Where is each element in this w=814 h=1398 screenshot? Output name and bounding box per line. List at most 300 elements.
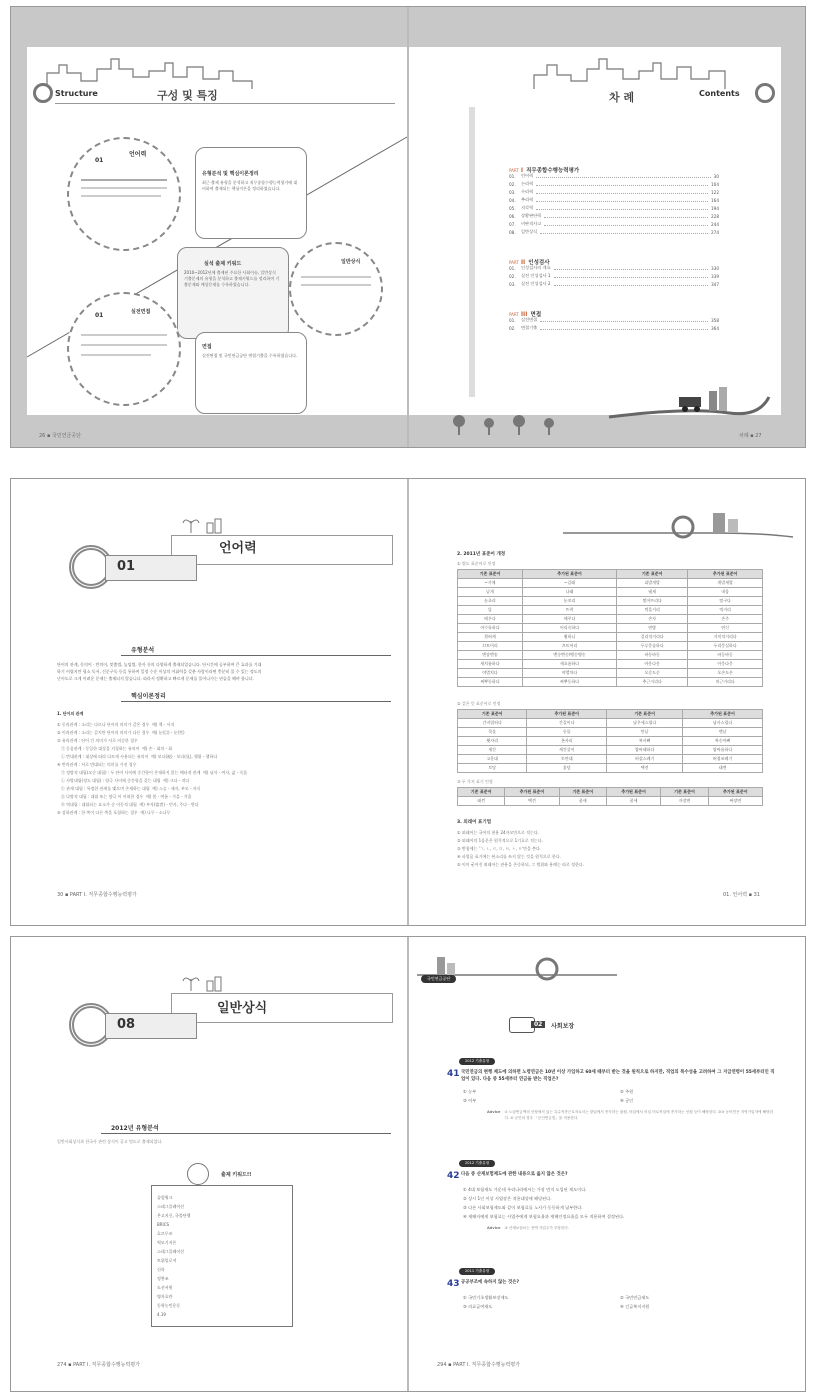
table-cell: 어수룩하다 bbox=[458, 624, 523, 633]
question-options bbox=[463, 1185, 777, 1221]
table-cell: 남사스럽다 bbox=[683, 719, 763, 728]
table-cell: 바동바동 bbox=[617, 651, 688, 660]
question-text-row bbox=[447, 1069, 777, 1083]
feature-title-1: 유형분석 및 핵심이론정리 bbox=[202, 171, 259, 177]
table-header-cell: 추가된 표준어 bbox=[688, 570, 763, 579]
toc-item-page: 164 bbox=[711, 198, 719, 203]
toc-item-num: 06. bbox=[509, 214, 516, 219]
page-footer-30: 30 ▪ PART Ⅰ. 직무종합수행능력평가 bbox=[57, 892, 137, 898]
table-header-cell: 기존 표준어 bbox=[617, 570, 688, 579]
section-heading-loanword: 3. 외래어 표기법 bbox=[457, 820, 492, 825]
table-row bbox=[458, 669, 763, 678]
table-cell: 택견 bbox=[607, 764, 683, 773]
table-cell: 오손도손 bbox=[688, 669, 763, 678]
table-cell: 찌뿌둥하다 bbox=[522, 678, 616, 687]
question-year-badge: 2012 기출유형 bbox=[459, 1160, 495, 1167]
toc-item[interactable] bbox=[509, 279, 719, 287]
toc-item[interactable] bbox=[509, 187, 719, 195]
toc-item-page: 104 bbox=[711, 182, 719, 187]
table-row bbox=[458, 678, 763, 687]
keyword-item: 트위밀로져 bbox=[157, 1258, 177, 1263]
table-cell: 먹거리 bbox=[688, 606, 763, 615]
table-cell: 메우다 bbox=[458, 615, 523, 624]
section-rule-2 bbox=[121, 701, 391, 702]
table-header-cell: 추가된 표준어 bbox=[708, 788, 762, 797]
page-31 bbox=[413, 479, 793, 925]
table-of-contents bbox=[509, 157, 719, 331]
chapter-title: 언어력 bbox=[219, 541, 257, 556]
keyword-item: BRICS bbox=[157, 1222, 170, 1227]
section-body-2012: 일반사회상식과 한국사 관련 상식이 골고 범도로 출제되었다. bbox=[57, 1139, 163, 1144]
table-row bbox=[458, 746, 763, 755]
table-row bbox=[458, 737, 763, 746]
table-cell: 휭하니 bbox=[522, 633, 616, 642]
toc-leader bbox=[554, 277, 708, 278]
question-options bbox=[463, 1293, 777, 1311]
toc-leader bbox=[540, 329, 708, 330]
table-row bbox=[458, 642, 763, 651]
feature-box-1 bbox=[195, 147, 307, 239]
table-cell: 쌉싸름하다 bbox=[683, 746, 763, 755]
keyword-item: 동학농민운동 bbox=[157, 1303, 181, 1308]
keyword-item: 스태그플레이션 bbox=[157, 1204, 185, 1209]
question-year-badge: 2011 기출유형 bbox=[459, 1268, 495, 1275]
table-row bbox=[458, 728, 763, 737]
target-circle-icon bbox=[33, 83, 53, 103]
table-cell: 태껸 bbox=[458, 797, 505, 806]
toc-item[interactable] bbox=[509, 203, 719, 211]
toc-item-page: 244 bbox=[711, 222, 719, 227]
section-rule bbox=[121, 655, 391, 656]
question-text: 공공부조에 속하지 않는 것은? bbox=[461, 1280, 520, 1285]
toc-part-name: 면접 bbox=[530, 312, 542, 318]
toc-part-num: III bbox=[520, 311, 528, 318]
question-text-row bbox=[447, 1171, 777, 1181]
theory-line: ㉡ 사방대립(정도 대립) : 양극 사이에 중간항을 갖는 대립 예) 크다 - 작다 bbox=[57, 778, 190, 783]
toc-item-page: 122 bbox=[711, 190, 719, 195]
toc-item-page: 228 bbox=[711, 214, 719, 219]
page-274 bbox=[21, 937, 403, 1391]
theory-body bbox=[57, 721, 397, 817]
table-row bbox=[458, 633, 763, 642]
loanword-rule: ③ 받침에는 'ㄱ, ㄴ, ㄹ, ㅁ, ㅂ, ㅅ, ㅇ'만을 쓴다. bbox=[457, 846, 542, 851]
loanword-rule: ② 외래어의 1음운은 원칙적으로 1기호로 적는다. bbox=[457, 838, 543, 843]
header-illustration bbox=[563, 503, 793, 543]
answer-option[interactable]: ③ 다른 사회보험제도와 같이 보험료를 노사가 동등하게 납부한다. bbox=[463, 1205, 583, 1210]
table-cell: 품새 bbox=[559, 797, 606, 806]
skyline-illustration-right bbox=[529, 51, 749, 91]
toc-item-page: 339 bbox=[711, 274, 719, 279]
table-header-cell: 추가된 표준어 bbox=[606, 788, 660, 797]
question-text: 국민연금의 현행 제도에 의하면 노령연금은 10년 이상 가입하고 60세 때부터 받는 것을 원칙으로 하지만, 직업의 특수성을 고려하여 그 지급연령이 55세부터인 직업이 있다. 다음 중 55세부터 연금을 받는 직업은? bbox=[461, 1070, 775, 1082]
analysis-body bbox=[57, 661, 397, 682]
section-heading-2012: 2012년 유형분석 bbox=[111, 1125, 159, 1132]
toc-item-num: 02. bbox=[509, 274, 516, 279]
answer-option[interactable]: ③ 어부 bbox=[463, 1098, 477, 1103]
toc-item-name: 일반상식 bbox=[521, 229, 538, 234]
toc-leader bbox=[536, 201, 708, 202]
keyword-title: 출제 키워드!! bbox=[221, 1172, 252, 1178]
toc-item-num: 01. bbox=[509, 266, 516, 271]
table-row bbox=[458, 719, 763, 728]
table-row bbox=[458, 597, 763, 606]
question-options bbox=[463, 1087, 777, 1105]
table-cell: 어리숙하다 bbox=[522, 624, 616, 633]
toc-item-name: 수리력 bbox=[521, 189, 534, 194]
answer-option[interactable]: ① 4대 보험제도 가운데 우리나라에서는 가장 먼저 도입된 제도이다. bbox=[463, 1187, 587, 1192]
toc-leader bbox=[544, 217, 708, 218]
table-cell: 뜰 bbox=[458, 606, 523, 615]
theory-line: ㉠ 정방적 대립(모순 대립) : 두 단어 사이에 중간항이 존재하지 않는 배타적 관계 예) 남자 - 여자, 삶 - 죽음 bbox=[57, 770, 248, 775]
table-cell: 연방 bbox=[617, 624, 688, 633]
standard-word-table-1 bbox=[457, 569, 763, 687]
table-cell: 찌뿌듯하다 bbox=[458, 678, 523, 687]
table-row bbox=[458, 606, 763, 615]
section-heading-standard: 2. 2011년 표준어 개정 bbox=[457, 552, 506, 557]
toc-item[interactable] bbox=[509, 271, 719, 279]
theory-line: ⑤ 상하관계 : 한 쪽이 다른 쪽을 포함하는 경우 예) 나무 - 소나무 bbox=[57, 810, 171, 815]
standard-word-table-3 bbox=[457, 787, 763, 806]
toc-item-num: 07. bbox=[509, 222, 516, 227]
topic-num: 02 bbox=[531, 1021, 545, 1028]
table-cell: 메꾸다 bbox=[522, 615, 616, 624]
page-footer-294: 294 ▪ PART Ⅰ. 직무종합수행능력평가 bbox=[437, 1362, 520, 1368]
table-row bbox=[458, 651, 763, 660]
spread-structure-contents bbox=[10, 6, 806, 448]
toc-leader bbox=[536, 185, 708, 186]
toc-item-num: 01. bbox=[509, 318, 516, 323]
title-rule bbox=[55, 103, 395, 104]
keyword-item: 정봉조 bbox=[157, 1276, 169, 1281]
toc-item-page: 364 bbox=[711, 326, 719, 331]
answer-option[interactable]: ① 농부 bbox=[463, 1089, 477, 1094]
preview-section-name: 언어력 bbox=[129, 151, 147, 158]
plant-icon bbox=[181, 515, 231, 535]
table-header-cell: 기존 표준어 bbox=[458, 570, 523, 579]
answer-option[interactable]: ② 상시 1인 이상 사업장은 적용대상에 해당된다. bbox=[463, 1196, 552, 1201]
toc-item-num: 01. bbox=[509, 174, 516, 179]
toc-part-label: PART bbox=[509, 312, 519, 317]
questions bbox=[447, 1047, 777, 1311]
toc-item[interactable] bbox=[509, 179, 719, 187]
toc-leader bbox=[540, 321, 708, 322]
table-header-row bbox=[458, 710, 763, 719]
feature-title-3: 면접 bbox=[202, 344, 212, 350]
toc-item-num: 02. bbox=[509, 182, 516, 187]
table-cell: 복사뼈 bbox=[607, 737, 683, 746]
toc-item[interactable] bbox=[509, 211, 719, 219]
toc-item-page: 347 bbox=[711, 282, 719, 287]
plant-icon-2 bbox=[181, 973, 231, 993]
table-cell: 새초롬하다 bbox=[522, 660, 616, 669]
table-cell: 묫자리 bbox=[527, 737, 607, 746]
theory-line: ㉣ 다방적 대립 : 대립 또는 양극 이 어떠한 경우 예) 봄 - 여름 - 가을 - 겨울 bbox=[57, 794, 192, 799]
theory-line: ㉢ 관계 대립 : 특정한 관계를 맺으며 존재하는 대립 예) 스승 - 제자, 부모 - 자식 bbox=[57, 786, 201, 791]
standard-word-table-2 bbox=[457, 709, 763, 773]
feature-body-1: 최근 출제 유형을 분석하고 직무종합수행능력평가에 대비하여 출제되는 핵심이론을 정리하였습니다. bbox=[202, 180, 298, 191]
toc-part-label: PART bbox=[509, 260, 519, 265]
table-cell: 간지럽히다 bbox=[458, 719, 527, 728]
feature-body-3: 실전면접 및 국민연금공단 면접기출을 수록하였습니다. bbox=[202, 353, 298, 358]
table-cell: 고운대 bbox=[458, 755, 527, 764]
loanword-rule: ⑤ 이미 굳어진 외래어는 관용을 존중하되, 그 범위와 용례는 따로 정한다. bbox=[457, 862, 585, 867]
table-header-row bbox=[458, 788, 763, 797]
toc-item-num: 04. bbox=[509, 198, 516, 203]
loanword-rules bbox=[457, 829, 767, 869]
answer-option[interactable]: ④ 군인 bbox=[620, 1098, 634, 1103]
table-cell: 괴발개발 bbox=[617, 579, 688, 588]
theory-line: ③ 유의관계 : 단어 간 의미가 서로 비슷한 경우 bbox=[57, 738, 138, 743]
preview-section-name-2: 일반상식 bbox=[341, 259, 361, 265]
spread-language bbox=[10, 478, 806, 926]
advice-label: Advice bbox=[487, 1110, 501, 1114]
table-cell: 야멸차다 bbox=[522, 669, 616, 678]
table-cell: 묏자리 bbox=[458, 737, 527, 746]
advice-box bbox=[487, 1225, 777, 1231]
page-footer-right: 차례 ▪ 27 bbox=[739, 433, 762, 439]
toc-item-page: 30 bbox=[713, 174, 719, 179]
contents-label: Contents bbox=[699, 89, 740, 98]
table-cell: 끄트머리 bbox=[458, 642, 523, 651]
feature-box-3 bbox=[195, 332, 307, 414]
answer-option[interactable]: ② 국민연금제도 bbox=[620, 1295, 650, 1300]
feature-title-2: 실석 출제 키워드 bbox=[204, 261, 242, 267]
preview-section-num: 01 bbox=[95, 157, 104, 164]
toc-item-page: 194 bbox=[711, 206, 719, 211]
table-cell: 끄트머리 bbox=[522, 642, 616, 651]
answer-option[interactable]: ② 주원 bbox=[620, 1089, 634, 1094]
table-row bbox=[458, 660, 763, 669]
table-cell: 나래 bbox=[522, 588, 616, 597]
toc-leader bbox=[536, 209, 708, 210]
table-cell: 토담 bbox=[458, 764, 527, 773]
toc-item-name: 실전면접 bbox=[521, 317, 538, 322]
toc-item[interactable] bbox=[509, 323, 719, 331]
theory-line: ㉠ 동음관계 : 동일한 대상을 지칭하는 유의어 예) 손 - 회의 - 회 bbox=[57, 746, 173, 751]
car-and-road-illustration bbox=[609, 377, 779, 427]
preview-circle-3 bbox=[67, 292, 181, 406]
table-cell: 바둥바둥 bbox=[688, 651, 763, 660]
preview-section-num-3: 01 bbox=[95, 312, 104, 319]
toc-leader bbox=[554, 269, 708, 270]
table-cell: 허접쓰레기 bbox=[683, 755, 763, 764]
toc-leader bbox=[554, 285, 708, 286]
toc-item-name: 지각력 bbox=[521, 205, 534, 210]
table-header-cell: 기존 표준어 bbox=[559, 788, 606, 797]
chapter-num-2: 08 bbox=[117, 1017, 136, 1032]
toc-item-num: 08. bbox=[509, 230, 516, 235]
toc-item-num: 03. bbox=[509, 282, 516, 287]
table-cell: 맨숭맨숭/맹숭맹숭 bbox=[522, 651, 616, 660]
keyword-item: 병자호란 bbox=[157, 1294, 173, 1299]
theory-heading: 1. 단어의 관계 bbox=[57, 711, 84, 716]
keyword-list bbox=[157, 1193, 287, 1319]
table-header-cell: 기존 표준어 bbox=[607, 710, 683, 719]
question-number: 41 bbox=[447, 1069, 460, 1079]
question-block bbox=[447, 1047, 777, 1121]
table-cell: 태껸 bbox=[683, 764, 763, 773]
table-header-cell: 기존 표준어 bbox=[458, 710, 527, 719]
table-cell: ~기에 bbox=[458, 579, 523, 588]
section-heading-analysis: 유형분석 bbox=[131, 647, 155, 654]
preview-section-name-3: 실전면접 bbox=[131, 309, 151, 315]
keyword-item: 호르무즈 bbox=[157, 1231, 173, 1236]
table-cell: 먹을거리 bbox=[617, 606, 688, 615]
part-tab: 국민연금공단 bbox=[421, 975, 456, 983]
page-footer-274: 274 ▪ PART Ⅰ. 직무종합수행능력평가 bbox=[57, 1362, 140, 1368]
table-cell: 눈초리 bbox=[458, 597, 523, 606]
toc-part-num: I bbox=[520, 167, 524, 174]
table-cell: 뜨락 bbox=[522, 606, 616, 615]
toc-item-name: 인성검사의 개요 bbox=[521, 265, 551, 270]
question-text-row bbox=[447, 1279, 777, 1289]
table-header-cell: 추가된 표준어 bbox=[527, 710, 607, 719]
table-cell: 야멸치다 bbox=[458, 669, 523, 678]
theory-line: ④ 반의관계 : 서로 반대되는 의미를 가진 경우 bbox=[57, 762, 137, 767]
table-cell: 두루뭉술하다 bbox=[617, 642, 688, 651]
table-cell: 눈꼬리 bbox=[522, 597, 616, 606]
table-cell: 목물 bbox=[458, 728, 527, 737]
toc-item-name: 면접기출 bbox=[521, 325, 538, 330]
table-header-row bbox=[458, 570, 763, 579]
toc-item-name: 실전 인성검사 2 bbox=[521, 281, 551, 286]
table-cell: 두리뭉실하다 bbox=[688, 642, 763, 651]
answer-option[interactable]: ① 국민기초생활보장제도 bbox=[463, 1295, 509, 1300]
spread-general-knowledge bbox=[10, 936, 806, 1392]
table-row bbox=[458, 624, 763, 633]
toc-item-page: 330 bbox=[711, 266, 719, 271]
section-rule-3 bbox=[101, 1133, 391, 1134]
target-circle-icon-right bbox=[755, 83, 775, 103]
toc-part-heading bbox=[509, 249, 719, 266]
toc-part-heading bbox=[509, 157, 719, 174]
toc-part-name: 직무종합수행능력평가 bbox=[526, 168, 580, 174]
toc-item-page: 274 bbox=[711, 230, 719, 235]
toc-item[interactable] bbox=[509, 227, 719, 235]
advice-text: ① 노령연금액의 산정에서 있는 특수직종근로자로서는 광업에서 종사하는 광원, 어업에서 어업 어로작업에 종사하는 선원 등이 해당한다. ②③ 농어민은 지역가입자에 해당한다. ④ 군인의 경우 「군인연금법」을 적용한다. bbox=[504, 1110, 774, 1120]
table-cell: 등물 bbox=[527, 728, 607, 737]
table-row bbox=[458, 755, 763, 764]
table-cell: 자장면 bbox=[661, 797, 708, 806]
question-number: 42 bbox=[447, 1171, 460, 1181]
table-cell: 떨어뜨리다 bbox=[617, 597, 688, 606]
table-cell: 날개 bbox=[458, 588, 523, 597]
toc-item-name: 언어력 bbox=[521, 173, 534, 178]
table-cell: 아옹다옹 bbox=[617, 660, 688, 669]
answer-option[interactable]: ④ 재해자에게 보험료는 사업주에게 보험요율과 재해인정요율을 모두 적용하여 결정된다. bbox=[463, 1214, 625, 1219]
keyword-item: 도선서원 bbox=[157, 1285, 173, 1290]
table-cell: 걸리적거리다 bbox=[617, 633, 688, 642]
keyword-item: 신라 bbox=[157, 1267, 165, 1272]
keyword-item: 슬럼워크 bbox=[157, 1195, 173, 1200]
table-header-cell: 추가된 표준어 bbox=[505, 788, 559, 797]
theory-line: ② 이의관계 : 소리는 같지만 단어의 의미가 다른 경우 예) 눈(目) - 눈(雪) bbox=[57, 730, 185, 735]
preview-circle-1 bbox=[67, 137, 181, 251]
toc-item-name: 논리력 bbox=[521, 181, 534, 186]
question-block bbox=[447, 1257, 777, 1311]
table-header-cell: 추가된 표준어 bbox=[683, 710, 763, 719]
advice-box bbox=[487, 1109, 777, 1121]
toc-item-num: 05. bbox=[509, 206, 516, 211]
skyline-illustration bbox=[37, 51, 267, 91]
toc-item[interactable] bbox=[509, 195, 719, 203]
page-294 bbox=[413, 937, 793, 1391]
sub-heading-2: ② 같은 뜻 표준어로 인정 bbox=[457, 701, 501, 706]
toc-part-num: II bbox=[520, 259, 526, 266]
table-cell: 떨구다 bbox=[688, 597, 763, 606]
table-cell: 흙담 bbox=[527, 764, 607, 773]
table-cell: 손자 bbox=[617, 615, 688, 624]
toc-leader bbox=[540, 233, 708, 234]
toc-leader bbox=[536, 193, 708, 194]
question-text: 다음 중 산재보험제도에 관한 내용으로 옳지 않은 것은? bbox=[461, 1172, 568, 1177]
table-cell: 아웅다웅 bbox=[688, 660, 763, 669]
theory-line: ㉡ 반대관계 : 대상에 따라 다르게 사용되는 유의어 예) 보다(視) - 보다(見), 행위 - 행하다 bbox=[57, 754, 218, 759]
table-header-cell: 기존 표준어 bbox=[661, 788, 708, 797]
table-cell: 거치적거리다 bbox=[688, 633, 763, 642]
table-cell: 손주 bbox=[688, 615, 763, 624]
section-heading-theory: 핵심이론정리 bbox=[131, 693, 166, 700]
page-27 bbox=[409, 47, 781, 439]
answer-option[interactable]: ④ 긴급복지지원 bbox=[620, 1304, 650, 1309]
theory-line: ㉤ 역대립 : 대립되는 요소가 순 이동적 대립 예) 부자(富者) - 빈자, 주다 - 받다 bbox=[57, 802, 199, 807]
chapter-header-bar-2 bbox=[171, 993, 393, 1023]
page-footer-31: 01. 언어력 ▪ 31 bbox=[723, 892, 760, 898]
page-30 bbox=[21, 479, 403, 925]
keyword-bulb-icon bbox=[187, 1163, 209, 1185]
table-row bbox=[458, 579, 763, 588]
preview-circle-2 bbox=[289, 242, 383, 336]
table-cell: 내음 bbox=[688, 588, 763, 597]
toc-leader bbox=[536, 177, 711, 178]
answer-option[interactable]: ③ 의료급여제도 bbox=[463, 1304, 493, 1309]
question-block bbox=[447, 1149, 777, 1231]
structure-label: Structure bbox=[55, 89, 98, 98]
table-cell: 세간살이 bbox=[527, 746, 607, 755]
table-cell: 남우세스럽다 bbox=[607, 719, 683, 728]
table-cell: 복숭아뼈 bbox=[683, 737, 763, 746]
chapter-title-2: 일반상식 bbox=[217, 1001, 268, 1016]
theory-line: ① 동의관계 : 소리는 다르나 단어의 의미가 같은 경우 예) 책 - 서적 bbox=[57, 722, 175, 727]
table-cell: 새치름하다 bbox=[458, 660, 523, 669]
table-header-cell: 추가된 표준어 bbox=[522, 570, 616, 579]
chapter-header-bar bbox=[171, 535, 393, 565]
table-row bbox=[458, 764, 763, 773]
toc-item[interactable] bbox=[509, 219, 719, 227]
toc-part-name: 인성검사 bbox=[528, 260, 550, 266]
sub-heading-1: ① 별도 표준어로 인정 bbox=[457, 561, 496, 566]
trees-illustration bbox=[449, 407, 579, 437]
advice-text: ③ 산재보험료는 전액 사업주가 부담한다. bbox=[504, 1226, 569, 1230]
question-number: 43 bbox=[447, 1279, 460, 1289]
table-cell: 쌉싸래하다 bbox=[607, 746, 683, 755]
keyword-item: 온고지신, 국불단행 bbox=[157, 1213, 191, 1218]
topic-title: 사회보장 bbox=[551, 1023, 575, 1030]
table-cell: 연신 bbox=[688, 624, 763, 633]
sub-heading-3: ③ 두 가지 표기 인정 bbox=[457, 779, 493, 784]
table-cell: 토란대 bbox=[527, 755, 607, 764]
toc-item-name: 비판적사고 bbox=[521, 221, 542, 226]
table-cell: 간질이다 bbox=[527, 719, 607, 728]
advice-label: Advice bbox=[487, 1226, 501, 1230]
table-row bbox=[458, 588, 763, 597]
toc-item-num: 02. bbox=[509, 326, 516, 331]
keyword-item: 4.19 bbox=[157, 1312, 166, 1317]
toc-item-page: 358 bbox=[711, 318, 719, 323]
analysis-line: 난이도로 크게 어려운 문제는 출제되지 않습니다. 따라서 정확하고 빠르게 문제를 풀어나가는 연습을 해야 합니다. bbox=[57, 676, 254, 681]
table-cell: 맨송맨송 bbox=[458, 651, 523, 660]
table-cell: 치근거리다 bbox=[688, 678, 763, 687]
